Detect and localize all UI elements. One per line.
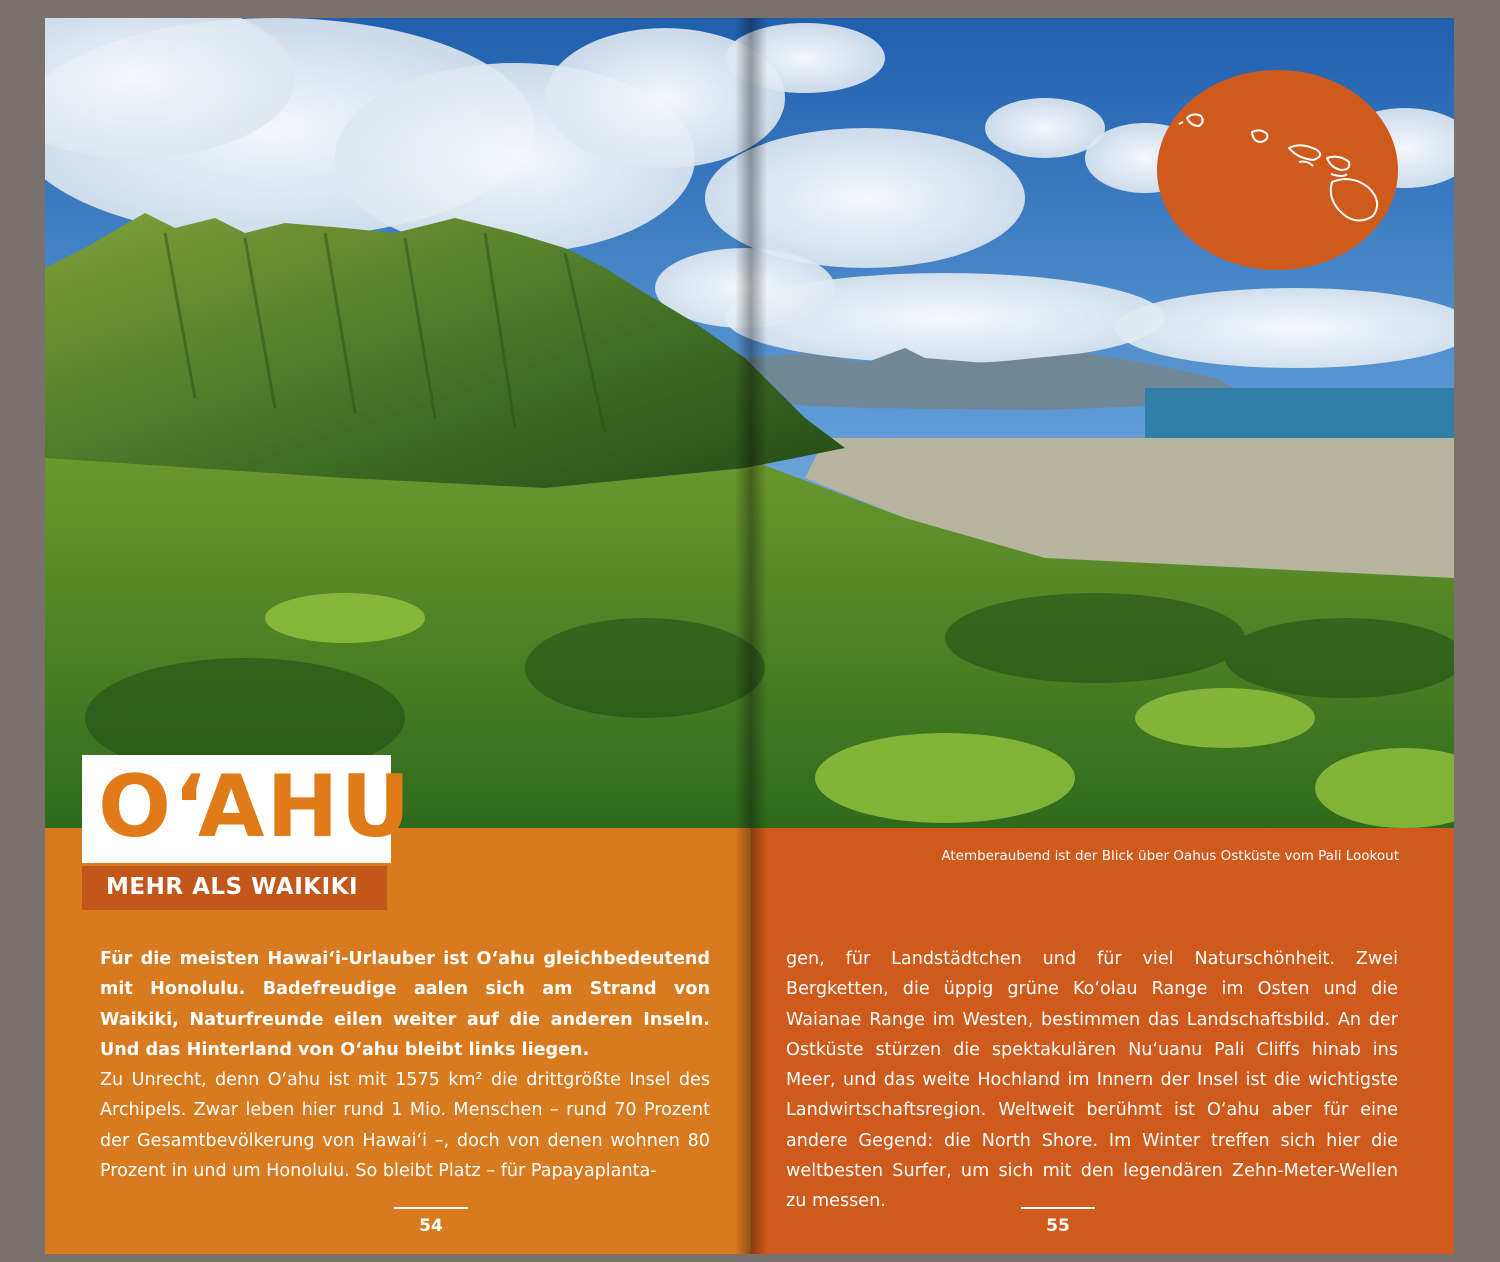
hawaii-islands-map-icon bbox=[1157, 70, 1398, 270]
page-rule-right bbox=[1021, 1207, 1095, 1209]
chapter-subtitle: MEHR ALS WAIKIKI bbox=[106, 874, 359, 900]
page-rule-left bbox=[394, 1207, 468, 1209]
page-number-right: 55 bbox=[1046, 1216, 1070, 1236]
page-number-left: 54 bbox=[419, 1216, 443, 1236]
lead-paragraph: Für die meisten Hawai‘i-Urlauber ist O‘ahu gleichbedeutend mit Honolulu. Badefreudige aalen sich am Strand von Waikiki, Naturfreunde eilen weiter auf die anderen Inseln. Und das Hinterland von O‘ahu bleibt links liegen. bbox=[100, 949, 710, 1060]
photo-caption: Atemberaubend ist der Blick über Oahus Ostküste vom Pali Lookout bbox=[941, 848, 1399, 864]
body-paragraph-right: gen, für Landstädtchen und für viel Naturschönheit. Zwei Bergketten, die üppig grüne Ko‘olau Range im Osten und die Waianae Range im Westen, bestimmen das Landschaftsbild. An der Ostküste stürzen die spektakulären Nu‘uanu Pali Cliffs hinab ins Meer, und das weite Hochland im Innern der Insel ist die wichtigste Landwirtschaftsregion. Weltweit berühmt ist O‘ahu aber für eine andere Gegend: die North Shore. Im Winter treffen sich hier die weltbesten Surfer, um sich mit den legendären Zehn-Meter-Wellen zu messen. bbox=[786, 949, 1398, 1212]
right-column-text bbox=[786, 944, 1398, 1217]
hawaii-map-badge bbox=[1157, 70, 1398, 270]
left-column-text bbox=[100, 944, 710, 1186]
chapter-title: O‘AHU bbox=[98, 757, 413, 857]
body-paragraph-left: Zu Unrecht, denn O‘ahu ist mit 1575 km² die drittgrößte Insel des Archipels. Zwar leben hier rund 1 Mio. Menschen – rund 70 Prozent der Gesamtbevölkerung von Hawai‘i –, doch von denen wohnen 80 Prozent in und um Honolulu. So bleibt Platz – für Papayaplanta- bbox=[100, 1070, 710, 1182]
